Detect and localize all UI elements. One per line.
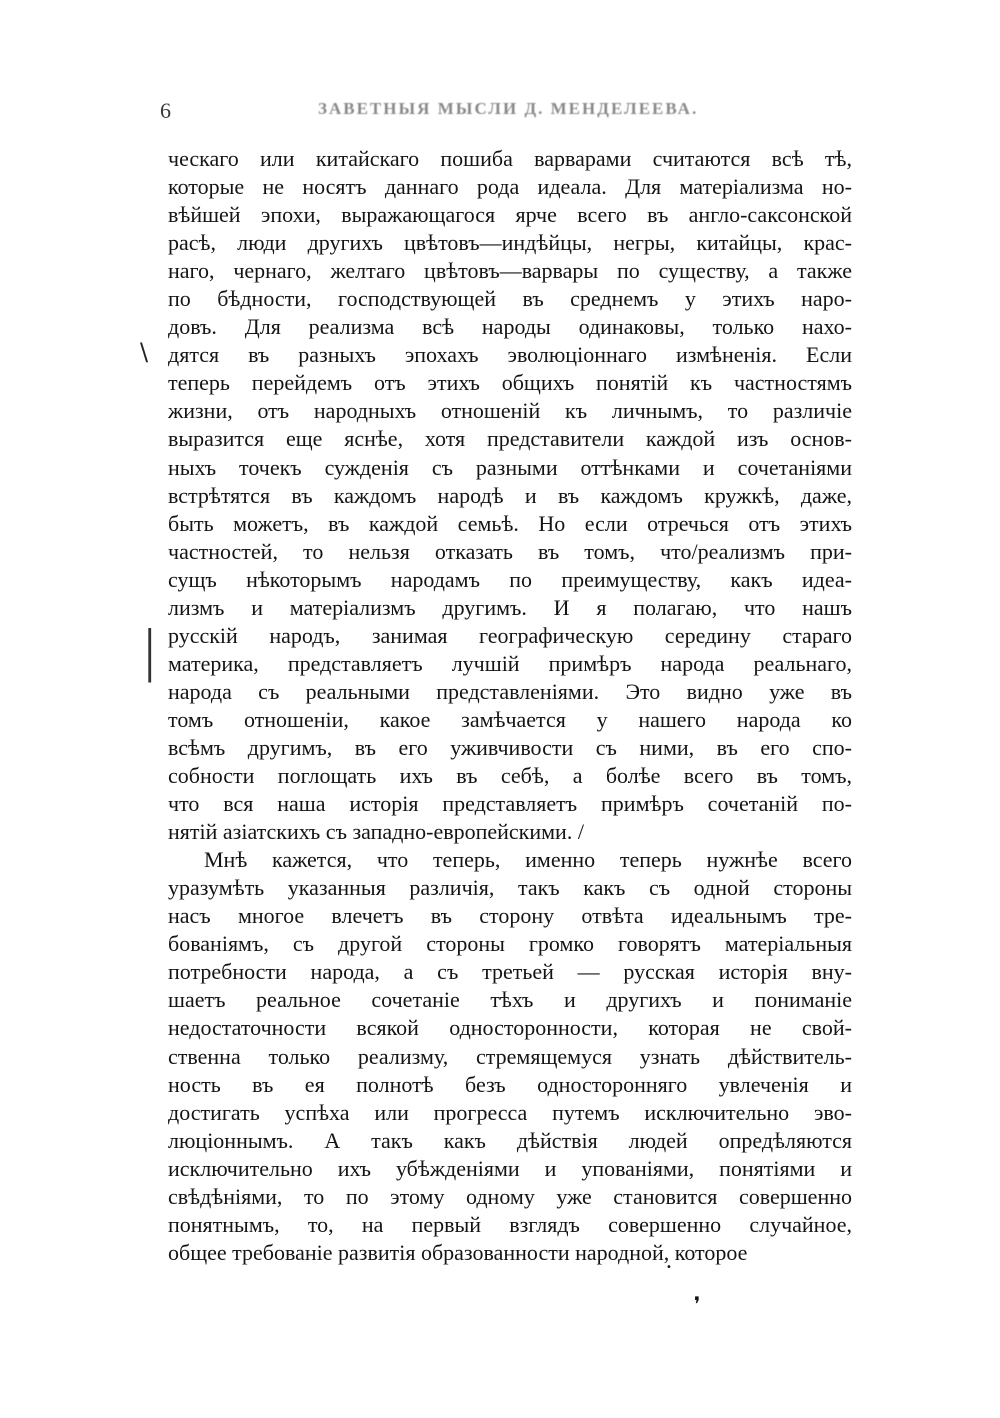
running-head: ЗАВЕТНЫЯ МЫСЛИ Д. МЕНДЕЛЕЕВА. bbox=[318, 99, 699, 118]
bottom-mark: ❜ bbox=[694, 1292, 701, 1316]
text-line: ныхъ точекъ сужденія съ разными оттѣнками и сочетаніями bbox=[168, 454, 852, 480]
text-line: вѣйшей эпохи, выражающагося ярче всего въ англо-саксонской bbox=[168, 202, 852, 228]
text-line: томъ отношеніи, какое замѣчается у нашего народа ко bbox=[168, 706, 852, 732]
text-line: дятся въ разныхъ эпохахъ эволюціоннаго измѣненія. Если bbox=[168, 342, 852, 368]
text-line: ческаго или китайскаго пошиба варварами считаются всѣ тѣ, bbox=[168, 146, 852, 171]
text-line: жизни, отъ народныхъ отношеній къ личнымъ, то различіе bbox=[168, 398, 852, 424]
text-line: бованіямъ, съ другой стороны громко говорятъ матеріальныя bbox=[168, 931, 852, 957]
text-line: встрѣтятся въ каждомъ народѣ и въ каждомъ кружкѣ, даже, bbox=[168, 482, 852, 508]
text-line: наго, чернаго, желтаго цвѣтовъ—варвары по существу, а также bbox=[168, 258, 852, 284]
text-line: потребности народа, а съ третьей — русская исторія вну- bbox=[168, 959, 852, 985]
text-line: недостаточности всякой односторонности, которая не свой- bbox=[168, 1015, 852, 1041]
text-line: свѣдѣніями, то по этому одному уже становится совершенно bbox=[168, 1183, 852, 1209]
text-line: быть можетъ, въ каждой семьѣ. Но если отречься отъ этихъ bbox=[168, 510, 852, 536]
margin-pencil-bar: | bbox=[144, 620, 156, 684]
text-line: люціоннымъ. А такъ какъ дѣйствія людей опредѣляются bbox=[168, 1127, 852, 1153]
text-line: лизмъ и матеріализмъ другимъ. И я полагаю, что нашъ bbox=[168, 594, 852, 620]
text-line: шаетъ реальное сочетаніе тѣхъ и другихъ и пониманіе bbox=[168, 987, 852, 1013]
text-line: нятій азіатскихъ съ западно-европейскими. / bbox=[168, 819, 584, 845]
text-line: материка, представляетъ лучшій примѣръ народа реальнаго, bbox=[168, 650, 852, 676]
text-line: уразумѣть указанныя различія, такъ какъ съ одной стороны bbox=[168, 875, 852, 901]
text-line: расѣ, люди другихъ цвѣтовъ—индѣйцы, негры, китайцы, крас- bbox=[168, 230, 852, 256]
stray-dot: • bbox=[666, 1262, 672, 1273]
text-line: ственна только реализму, стремящемуся узнать дѣйствитель- bbox=[168, 1043, 852, 1069]
text-line: выразится еще яснѣе, хотя представители каждой изъ основ- bbox=[168, 426, 852, 452]
text-line: теперь перейдемъ отъ этихъ общихъ понятій къ частностямъ bbox=[168, 370, 852, 396]
text-line: которые не носятъ даннаго рода идеала. Для матеріализма но- bbox=[168, 174, 852, 200]
text-line: общее требованіе развитія образованности народной, которое bbox=[168, 1239, 748, 1265]
margin-annotation-mark: \ bbox=[140, 338, 149, 366]
text-line: частностей, то нельзя отказать въ томъ, что/реализмъ при- bbox=[168, 538, 852, 564]
text-line: сущъ нѣкоторымъ народамъ по преимуществу, какъ идеа- bbox=[168, 566, 852, 592]
text-line: довъ. Для реализма всѣ народы одинаковы, только нахо- bbox=[168, 314, 852, 340]
text-line: по бѣдности, господствующей въ среднемъ у этихъ наро- bbox=[168, 286, 852, 312]
text-line: Мнѣ кажется, что теперь, именно теперь нужнѣе всего bbox=[204, 847, 852, 873]
page-number: 6 bbox=[160, 98, 172, 123]
text-line: русскій народъ, занимая географическую середину стараго bbox=[168, 622, 852, 648]
text-line: народа съ реальными представленіями. Это видно уже въ bbox=[168, 678, 852, 704]
text-line: собности поглощать ихъ въ себѣ, а болѣе всего въ томъ, bbox=[168, 763, 852, 789]
text-line: всѣмъ другимъ, въ его уживчивости съ ними, въ его спо- bbox=[168, 734, 852, 760]
text-line: достигать успѣха или прогресса путемъ исключительно эво- bbox=[168, 1099, 852, 1125]
text-line: насъ многое влечетъ въ сторону отвѣта идеальнымъ тре- bbox=[168, 903, 852, 929]
text-line: понятнымъ, то, на первый взглядъ совершенно случайное, bbox=[168, 1211, 852, 1237]
text-line: что вся наша исторія представляетъ примѣръ сочетаній по- bbox=[168, 791, 852, 817]
text-line: ность въ ея полнотѣ безъ односторонняго увлеченія и bbox=[168, 1071, 852, 1097]
text-line: исключительно ихъ убѣжденіями и упованіями, понятіями и bbox=[168, 1155, 852, 1181]
body-text bbox=[168, 145, 852, 1267]
